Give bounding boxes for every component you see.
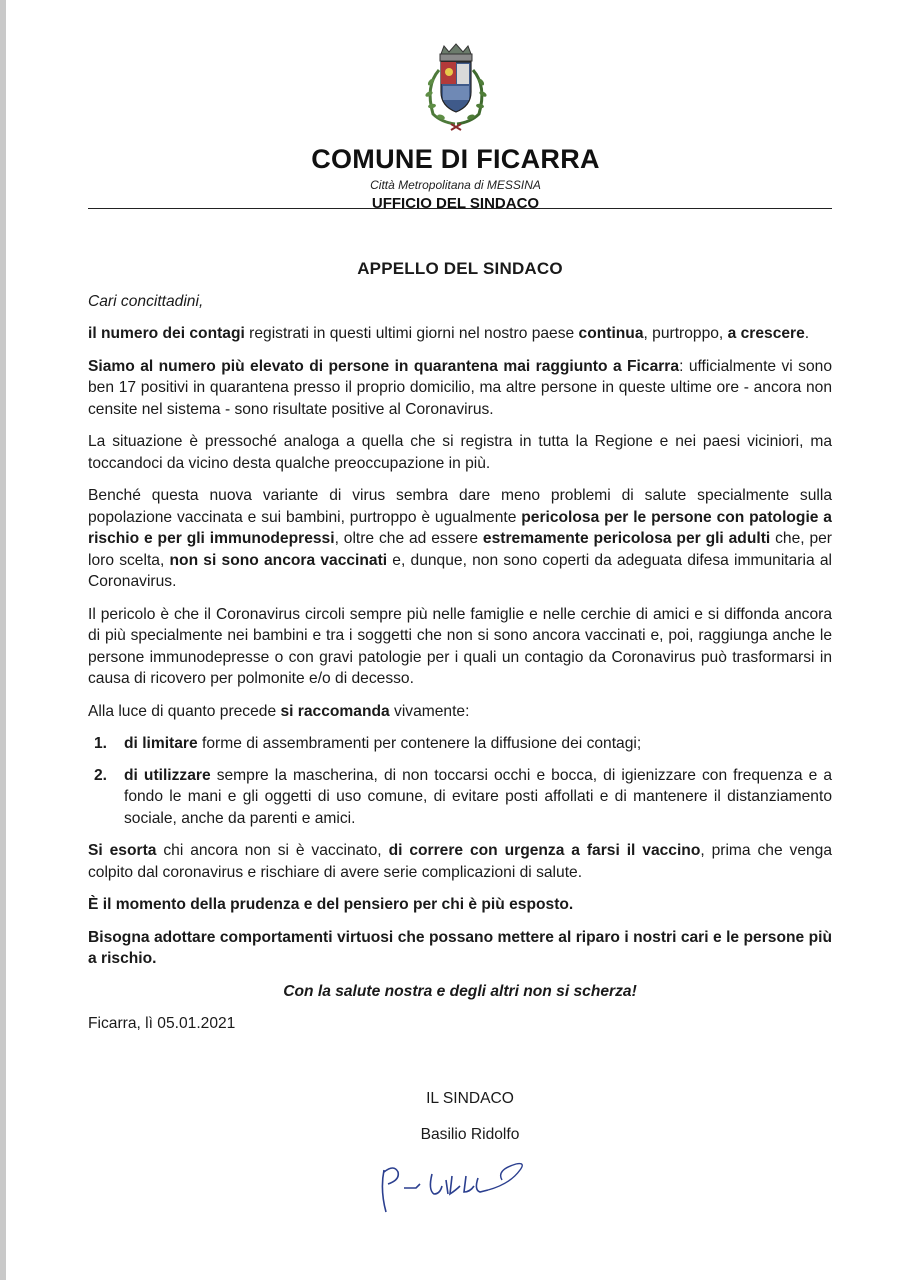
- handwritten-signature-icon: [370, 1150, 550, 1220]
- header-divider: [88, 208, 832, 209]
- recommendations-list: [88, 733, 832, 829]
- document-title: APPELLO DEL SINDACO: [357, 259, 563, 278]
- list-item: 1. di limitare forme di assembramenti per contenere la diffusione dei contagi;: [94, 735, 642, 752]
- place-date: Ficarra, lì 05.01.2021: [88, 1015, 236, 1032]
- greeting: Cari concittadini,: [88, 292, 204, 310]
- paragraph-5: Il pericolo è che il Coronavirus circoli sempre più nelle famiglie e nelle cerchie di amici e si diffonda ancora di più specialmente nei bambini e tra i soggetti che non si sono ancora vaccinati e, poi, raggiunga anche le persone immunodepresse o con gravi patologie per i quali un contagio da Coronavirus può trasformarsi in causa di ricovero per polmonite e/o di decesso.: [88, 605, 832, 687]
- municipality-name: COMUNE DI FICARRA: [311, 144, 600, 174]
- paragraph-7: Si esorta chi ancora non si è vaccinato, di correre con urgenza a farsi il vaccino, prima che venga colpito dal coronavirus e rischiare di avere serie complicazioni di salute.: [88, 842, 833, 881]
- paragraph-3: La situazione è pressoché analoga a quella che si registra in tutta la Regione e nei paesi viciniori, ma toccandoci da vicino desta qualche preoccupazione in più.: [88, 433, 832, 472]
- letter-body: [88, 258, 832, 1046]
- list-item: 2. di utilizzare sempre la mascherina, di non toccarsi occhi e bocca, di igienizzare con frequenza e a fondo le mani e gli oggetti di uso comune, di evitare posti affollati e di mantenere il distanziamento sociale, anche da parenti e amici.: [94, 766, 832, 827]
- signatory-name: Basilio Ridolfo: [420, 1125, 520, 1143]
- coat-of-arms-icon: [411, 40, 501, 136]
- paragraph-6: Alla luce di quanto precede si raccomanda vivamente:: [88, 702, 470, 720]
- letterhead: [0, 40, 911, 212]
- paragraph-1: il numero dei contagi registrati in questi ultimi giorni nel nostro paese continua, purtroppo, a crescere.: [88, 325, 810, 342]
- signature-block: [390, 1088, 550, 1159]
- paragraph-4: Benché questa nuova variante di virus sembra dare meno problemi di salute specialmente sulla popolazione vaccinata e sui bambini, purtroppo è ugualmente pericolosa per le persone con patologie a rischio e per gli immunodepressi, oltre che ad essere estremamente pericolosa per gli adulti che, per loro scelta, non si sono ancora vaccinati e, dunque, non sono coperti da adeguata difesa immunitaria al Coronavirus.: [88, 487, 832, 590]
- metropolitan-city: Città Metropolitana di MESSINA: [370, 178, 541, 192]
- signatory-role: IL SINDACO: [426, 1090, 514, 1107]
- paragraph-9: Bisogna adottare comportamenti virtuosi che possano mettere al riparo i nostri cari e le persone più a rischio.: [88, 928, 832, 967]
- paragraph-8: È il momento della prudenza e del pensiero per chi è più esposto.: [88, 896, 574, 913]
- paragraph-2: Siamo al numero più elevato di persone in quarantena mai raggiunto a Ficarra: ufficialmente vi sono ben 17 positivi in quarantena presso il proprio domicilio, ma altre persone in queste ultime ore - ancora non censite nel sistema - sono risultate positive al Coronavirus.: [88, 357, 832, 418]
- closing-line: Con la salute nostra e degli altri non si scherza!: [283, 982, 637, 1000]
- office-name: UFFICIO DEL SINDACO: [371, 195, 540, 212]
